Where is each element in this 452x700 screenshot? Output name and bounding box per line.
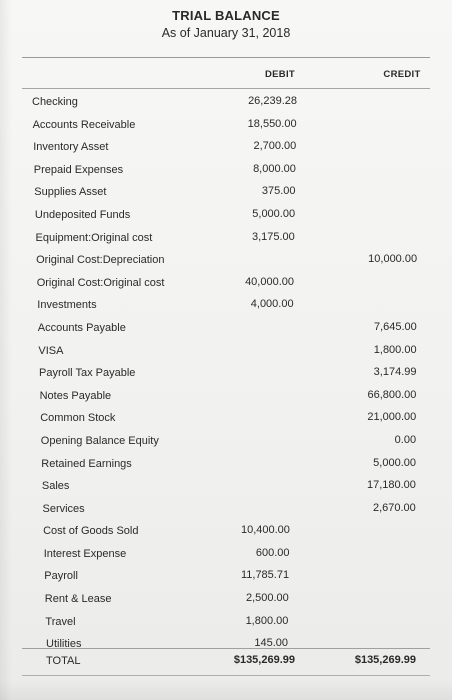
credit-amount: 2,670.00 bbox=[372, 501, 416, 514]
account-name: Original Cost:Depreciation bbox=[36, 254, 165, 267]
total-divider bbox=[22, 648, 430, 649]
debit-amount: 600.00 bbox=[255, 546, 290, 559]
table-row bbox=[0, 182, 452, 205]
header-divider bbox=[22, 57, 430, 58]
table-row bbox=[0, 228, 452, 251]
account-name: Opening Balance Equity bbox=[40, 434, 159, 447]
table-row bbox=[0, 431, 452, 454]
table-row bbox=[0, 544, 452, 567]
debit-amount: 11,785.71 bbox=[240, 569, 290, 582]
table-row bbox=[0, 250, 452, 273]
table-row bbox=[0, 363, 452, 386]
account-name: Sales bbox=[41, 480, 70, 493]
table-row bbox=[0, 499, 452, 522]
table-row bbox=[0, 454, 452, 477]
debit-amount: 2,700.00 bbox=[253, 140, 297, 153]
table-row bbox=[0, 205, 452, 228]
table-row bbox=[0, 589, 452, 612]
account-name: Accounts Payable bbox=[37, 321, 126, 334]
credit-amount: 21,000.00 bbox=[367, 411, 417, 424]
account-name: Prepaid Expenses bbox=[33, 163, 124, 176]
table-row bbox=[0, 341, 452, 364]
credit-amount: 7,645.00 bbox=[373, 320, 417, 333]
credit-amount: 0.00 bbox=[394, 433, 417, 446]
account-name: Services bbox=[42, 502, 85, 515]
account-name: Rent & Lease bbox=[44, 593, 112, 606]
account-name: Travel bbox=[45, 615, 76, 628]
credit-amount: 17,180.00 bbox=[366, 479, 416, 492]
debit-amount: 375.00 bbox=[261, 185, 296, 198]
account-name: Retained Earnings bbox=[41, 457, 132, 470]
account-name: Accounts Receivable bbox=[32, 118, 136, 131]
table-row bbox=[0, 295, 452, 318]
account-name: Common Stock bbox=[40, 412, 116, 425]
debit-amount: 2,500.00 bbox=[245, 592, 289, 605]
table-row bbox=[0, 137, 452, 160]
table-row bbox=[0, 386, 452, 409]
total-label: TOTAL bbox=[46, 655, 81, 667]
account-name: Checking bbox=[32, 96, 78, 108]
bottom-divider bbox=[22, 675, 430, 676]
account-name: Equipment:Original cost bbox=[35, 231, 153, 244]
credit-amount: 3,174.99 bbox=[373, 366, 417, 379]
account-name: Payroll Tax Payable bbox=[39, 367, 136, 380]
total-credit: $135,269.99 bbox=[354, 654, 416, 666]
report-date: As of January 31, 2018 bbox=[161, 26, 291, 40]
debit-amount: 4,000.00 bbox=[250, 298, 294, 311]
debit-amount: 5,000.00 bbox=[252, 207, 296, 220]
account-name: VISA bbox=[38, 344, 64, 357]
credit-amount: 5,000.00 bbox=[373, 456, 416, 469]
table-row bbox=[0, 273, 452, 296]
table-row bbox=[0, 318, 452, 341]
debit-amount: 18,550.00 bbox=[247, 117, 297, 130]
page-shadow-bottom bbox=[0, 680, 452, 700]
account-rows bbox=[0, 92, 452, 657]
table-row bbox=[0, 115, 452, 138]
account-name: Notes Payable bbox=[39, 389, 112, 402]
credit-column-header: CREDIT bbox=[383, 69, 421, 80]
total-row bbox=[0, 650, 452, 672]
debit-column-header: DEBIT bbox=[265, 69, 295, 80]
debit-amount: 145.00 bbox=[254, 637, 288, 650]
table-row bbox=[0, 612, 452, 635]
account-name: Interest Expense bbox=[43, 547, 127, 560]
table-row bbox=[0, 521, 452, 544]
account-name: Original Cost:Original cost bbox=[36, 276, 165, 289]
credit-amount: 10,000.00 bbox=[368, 253, 418, 266]
account-name: Undeposited Funds bbox=[34, 208, 131, 221]
account-name: Payroll bbox=[44, 570, 78, 583]
account-name: Investments bbox=[37, 299, 97, 312]
total-debit: $135,269.99 bbox=[233, 654, 295, 666]
table-row bbox=[0, 408, 452, 431]
credit-amount: 66,800.00 bbox=[367, 388, 417, 401]
debit-amount: 1,800.00 bbox=[245, 614, 289, 627]
debit-amount: 3,175.00 bbox=[251, 230, 295, 243]
column-header-divider bbox=[22, 88, 430, 89]
table-row bbox=[0, 160, 452, 183]
report-title: TRIAL BALANCE bbox=[172, 8, 280, 23]
debit-amount: 26,239.28 bbox=[248, 95, 297, 107]
account-name: Inventory Asset bbox=[33, 141, 109, 154]
debit-amount: 10,400.00 bbox=[240, 524, 290, 537]
table-row bbox=[0, 476, 452, 499]
account-name: Cost of Goods Sold bbox=[43, 525, 139, 538]
debit-amount: 8,000.00 bbox=[253, 162, 296, 175]
table-row bbox=[0, 566, 452, 589]
credit-amount: 1,800.00 bbox=[373, 343, 417, 356]
account-name: Utilities bbox=[46, 638, 82, 651]
table-row bbox=[0, 92, 452, 115]
account-name: Supplies Asset bbox=[34, 186, 107, 199]
debit-amount: 40,000.00 bbox=[245, 275, 294, 288]
